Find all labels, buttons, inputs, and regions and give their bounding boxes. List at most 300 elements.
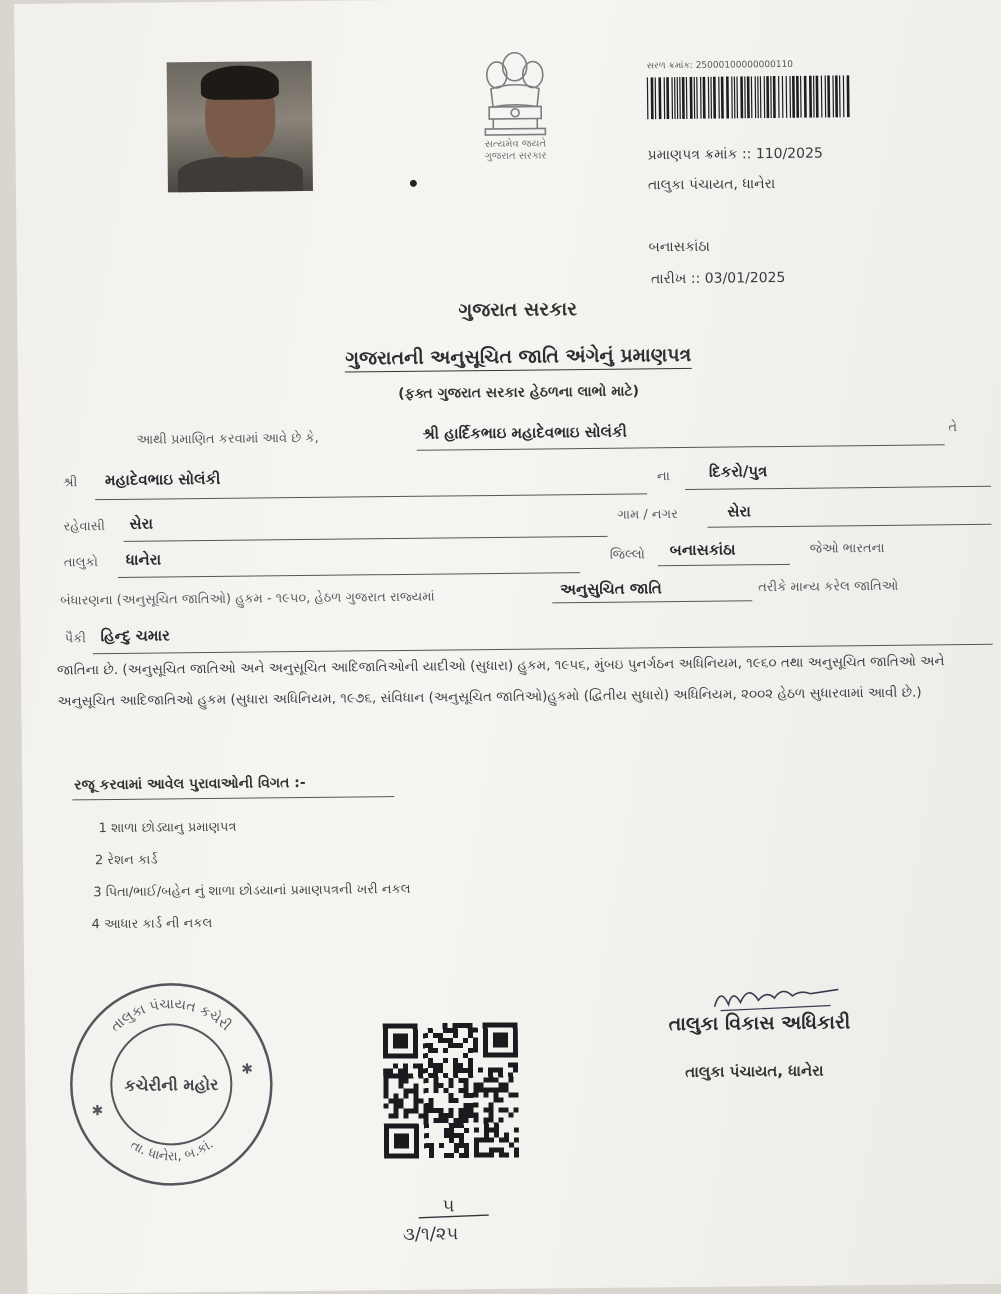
qr-module [399, 1143, 404, 1148]
qr-module [438, 1063, 443, 1068]
qr-module [448, 1043, 453, 1048]
qr-module [489, 1138, 494, 1143]
qr-module [508, 1077, 513, 1082]
barcode-bar [658, 77, 661, 119]
father-name-underline [95, 493, 647, 500]
qr-module [433, 1073, 438, 1078]
qr-module [439, 1113, 444, 1118]
barcode-bar [671, 77, 673, 119]
qr-module [413, 1028, 418, 1033]
qr-module [383, 1044, 388, 1049]
qr-module [513, 1042, 518, 1047]
ink-dot [410, 180, 417, 187]
qr-module [414, 1128, 419, 1133]
qr-module [474, 1103, 479, 1108]
qr-module [388, 1054, 393, 1059]
qr-module [394, 1144, 399, 1149]
qr-module [383, 1024, 388, 1029]
qr-module [464, 1128, 469, 1133]
qr-module [428, 1058, 433, 1063]
father-name: મહાદેવભાઇ સોલંકી [104, 469, 221, 490]
qr-module [413, 1098, 418, 1103]
qr-module [398, 1078, 403, 1083]
certificate-title [18, 340, 1001, 372]
taluka-underline [118, 572, 580, 578]
qr-module [383, 1089, 388, 1094]
qr-module [393, 1039, 398, 1044]
qr-module [448, 1083, 453, 1088]
qr-module [404, 1133, 409, 1138]
barcode-bar [708, 77, 710, 119]
barcode-bar [718, 77, 720, 119]
qr-module [468, 1073, 473, 1078]
qr-module [403, 1053, 408, 1058]
qr-module [464, 1118, 469, 1123]
qr-module [409, 1108, 414, 1113]
district-label: જિલ્લો [609, 547, 645, 563]
qr-module [483, 1023, 488, 1028]
qr-module [428, 1028, 433, 1033]
taluka: ધાનેરા [125, 550, 162, 569]
qr-module [403, 1068, 408, 1073]
qr-module [508, 1022, 513, 1027]
qr-module [468, 1068, 473, 1073]
qr-module [489, 1118, 494, 1123]
certificate-paper [14, 0, 1001, 1294]
qr-module [514, 1152, 519, 1157]
qr-module [483, 1043, 488, 1048]
qr-module [444, 1118, 449, 1123]
qr-module [493, 1052, 498, 1057]
barcode-bar [647, 77, 649, 119]
government-title: ગુજરાત સરકાર [458, 298, 578, 322]
qr-module [488, 1068, 493, 1073]
taluka-label: તાલુકો [63, 555, 98, 571]
barcode-bar [847, 75, 850, 117]
qr-module [428, 1063, 433, 1068]
qr-module [394, 1124, 399, 1129]
qr-module [424, 1108, 429, 1113]
qr-module [429, 1148, 434, 1153]
qr-module [498, 1042, 503, 1047]
qr-module [474, 1153, 479, 1158]
qr-module [484, 1108, 489, 1113]
qr-module [408, 1073, 413, 1078]
qr-module [474, 1138, 479, 1143]
resident-underline [124, 536, 608, 542]
applicant-name: શ્રી હાર્દિકભાઇ મહાદેવભાઇ સોલંકી [422, 422, 627, 443]
qr-module [514, 1107, 519, 1112]
qr-module [384, 1154, 389, 1159]
qr-module [498, 1037, 503, 1042]
qr-module [404, 1113, 409, 1118]
qr-module [433, 1078, 438, 1083]
qr-module [384, 1124, 389, 1129]
qr-module [454, 1133, 459, 1138]
qr-module [434, 1108, 439, 1113]
issue-date-label: તારીખ :: [650, 270, 701, 288]
barcode-bar [736, 76, 738, 118]
qr-module [443, 1088, 448, 1093]
qr-module [424, 1118, 429, 1123]
qr-module [498, 1032, 503, 1037]
qr-module [503, 1032, 508, 1037]
caste-prefix: પૈકી [64, 631, 87, 647]
barcode-bar [760, 76, 762, 118]
qr-module [383, 1054, 388, 1059]
barcode-bar [666, 77, 669, 119]
qr-module [499, 1152, 504, 1157]
relation-underline [685, 486, 991, 490]
qr-module [464, 1103, 469, 1108]
qr-module [383, 1079, 388, 1084]
qr-module [513, 1052, 518, 1057]
qr-module [468, 1058, 473, 1063]
qr-module [413, 1083, 418, 1088]
qr-module [493, 1077, 498, 1082]
qr-module [483, 1028, 488, 1033]
barcode-bar [686, 77, 688, 119]
district: બનાસકાંઠા [669, 540, 736, 560]
barcode-bar [792, 76, 795, 118]
qr-module [443, 1038, 448, 1043]
barcode-bar [744, 76, 746, 118]
qr-module [459, 1113, 464, 1118]
qr-module [403, 1033, 408, 1038]
qr-module [433, 1063, 438, 1068]
barcode-bar [809, 76, 812, 118]
certificate-subtitle: (ફક્ત ગુજરાત સરકાર હેઠળના લાભો માટે) [398, 383, 640, 402]
qr-module [498, 1022, 503, 1027]
barcode-bar [782, 76, 784, 118]
qr-module [409, 1153, 414, 1158]
father-prefix: શ્રી [62, 475, 78, 491]
qr-module [458, 1088, 463, 1093]
qr-module [383, 1039, 388, 1044]
barcode-bar [664, 77, 666, 119]
qr-module [459, 1143, 464, 1148]
qr-module [428, 1073, 433, 1078]
qr-module [488, 1073, 493, 1078]
qr-module [413, 1023, 418, 1028]
qr-module [484, 1133, 489, 1138]
qr-module [459, 1138, 464, 1143]
qr-module [433, 1083, 438, 1088]
qr-module [489, 1113, 494, 1118]
qr-module [458, 1043, 463, 1048]
certificate-number-label: પ્રમાણપત્ર ક્રમાંક :: [647, 146, 752, 164]
barcode-bar [773, 76, 776, 118]
qr-module [473, 1083, 478, 1088]
qr-module [398, 1098, 403, 1103]
qr-module [484, 1153, 489, 1158]
qr-module [459, 1118, 464, 1123]
barcode-bar [832, 75, 834, 117]
barcode-bar [679, 77, 681, 119]
qr-module [494, 1127, 499, 1132]
qr-module [473, 1088, 478, 1093]
qr-module [413, 1038, 418, 1043]
qr-module [478, 1068, 483, 1073]
qr-module [454, 1123, 459, 1128]
qr-module [383, 1029, 388, 1034]
barcode-bar [839, 75, 841, 117]
svg-text:તાલુકા પંચાયત કચેરી [107, 996, 233, 1036]
qr-module [394, 1139, 399, 1144]
qr-module [499, 1117, 504, 1122]
qr-module [453, 1098, 458, 1103]
svg-text:✱: ✱ [241, 1061, 253, 1078]
qr-module [383, 1094, 388, 1099]
qr-module [439, 1108, 444, 1113]
qr-module [459, 1133, 464, 1138]
order-label: બંધારણના (અનુસૂચિત જાતિઓ) હુકમ - ૧૯૫૦, હેઠળ ગુજરાત રાજ્યમાં [60, 589, 435, 609]
barcode-bar [825, 76, 827, 118]
qr-module [503, 1082, 508, 1087]
qr-module [439, 1118, 444, 1123]
qr-module [504, 1132, 509, 1137]
qr-module [398, 1083, 403, 1088]
qr-module [484, 1118, 489, 1123]
barcode-bar [751, 76, 753, 118]
qr-module [459, 1123, 464, 1128]
qr-module [473, 1048, 478, 1053]
qr-module [399, 1153, 404, 1158]
qr-module [414, 1153, 419, 1158]
seal-top-text: તાલુકા પંચાયત કચેરી [107, 996, 234, 1036]
qr-module [473, 1038, 478, 1043]
qr-module [388, 1074, 393, 1079]
applicant-name-underline [417, 444, 945, 451]
barcode-bar [778, 76, 780, 118]
barcode-bar [677, 77, 679, 119]
barcode-bar [655, 77, 657, 119]
qr-module [468, 1033, 473, 1038]
qr-module [513, 1092, 518, 1097]
qr-module [504, 1137, 509, 1142]
qr-module [483, 1053, 488, 1058]
qr-module [493, 1032, 498, 1037]
qr-module [403, 1078, 408, 1083]
qr-module [403, 1038, 408, 1043]
qr-module [503, 1037, 508, 1042]
qr-module [469, 1103, 474, 1108]
relation: દિકરો/પુત્ર [708, 462, 768, 481]
qr-module [489, 1148, 494, 1153]
qr-module [398, 1053, 403, 1058]
qr-module [413, 1048, 418, 1053]
qr-module [413, 1093, 418, 1098]
order-suffix: તરીકે માન્ય કરેલ જાતિઓ [758, 578, 899, 596]
barcode-bar [835, 75, 838, 117]
qr-module [438, 1068, 443, 1073]
qr-module [403, 1093, 408, 1098]
qr-module [428, 1043, 433, 1048]
qr-module [404, 1153, 409, 1158]
qr-module [413, 1063, 418, 1068]
qr-module [384, 1149, 389, 1154]
qr-module [389, 1124, 394, 1129]
barcode [645, 75, 853, 119]
qr-module [383, 1084, 388, 1089]
qr-module [453, 1068, 458, 1073]
qr-module [483, 1088, 488, 1093]
qr-module [388, 1069, 393, 1074]
qr-module [454, 1143, 459, 1148]
resident-label: રહેવાસી [63, 519, 106, 535]
certificate-title-text: ગુજરાતની અનુસૂચિત જાતિ અંગેનું પ્રમાણપત્ર [345, 344, 691, 373]
qr-module [464, 1113, 469, 1118]
qr-module [393, 1099, 398, 1104]
qr-module [424, 1113, 429, 1118]
qr-module [398, 1023, 403, 1028]
qr-module [408, 1023, 413, 1028]
qr-module [478, 1088, 483, 1093]
qr-module [404, 1108, 409, 1113]
qr-module [444, 1153, 449, 1158]
qr-module [388, 1099, 393, 1104]
certificate-number-row [648, 146, 823, 164]
qr-module [503, 1087, 508, 1092]
qr-module [428, 1048, 433, 1053]
barcode-bar [710, 77, 712, 119]
qr-module [398, 1073, 403, 1078]
qr-module [489, 1108, 494, 1113]
legal-paragraph: જાતિના છે. (અનુસૂચિત જાતિઓ અને અનુસૂચિત આદિજાતિઓની યાદીઓ (સુધારા) હુકમ, ૧૯૫૬, મુંબઇ પુનર્ગઠન અધિનિયમ, ૧૯૬૦ તથા અનુસૂચિત જાતિઓ અને અનુસૂચિત આદિજાતિઓ હુકમ (સુધારા અધિનિયમ, ૧૯૭૬, સંવિધાન (અનુસૂચિત જાતિઓ)હુકમો (દ્વિતીય સુધારો) અધિનિયમ, ૨૦૦૨ હેઠળ સુધારવામાં આવી છે.) [56, 653, 945, 710]
qr-module [443, 1058, 448, 1063]
qr-module [484, 1123, 489, 1128]
qr-module [398, 1038, 403, 1043]
qr-module [399, 1138, 404, 1143]
issuing-district: બનાસકાંઠા [648, 238, 711, 256]
qr-module [449, 1128, 454, 1133]
qr-module [488, 1053, 493, 1058]
barcode-bar [703, 77, 706, 119]
qr-module [443, 1073, 448, 1078]
qr-module [423, 1078, 428, 1083]
issuing-office: તાલુકા પંચાયત, ધાનેરા [647, 176, 776, 194]
barcode-bar [682, 77, 685, 119]
qr-module [474, 1148, 479, 1153]
qr-module [504, 1107, 509, 1112]
barcode-bar [755, 76, 757, 118]
qr-module [463, 1053, 468, 1058]
qr-module [394, 1109, 399, 1114]
qr-module [394, 1104, 399, 1109]
qr-module [449, 1138, 454, 1143]
qr-module [414, 1103, 419, 1108]
village-label: ગામ / નગર [617, 507, 678, 523]
qr-module [483, 1078, 488, 1083]
seal-bottom-text: તા. ધાનેરા, બ.કાં. [127, 1137, 217, 1165]
qr-module [414, 1143, 419, 1148]
qr-module [449, 1123, 454, 1128]
qr-module [453, 1058, 458, 1063]
handwritten-note [398, 1191, 509, 1247]
proof-item: 1 શાળા છોડ્યાનુ પ્રમાણપત્ર [98, 819, 237, 837]
barcode-bar [713, 77, 716, 119]
qr-module [508, 1052, 513, 1057]
qr-module [439, 1143, 444, 1148]
qr-module [413, 1043, 418, 1048]
qr-module [448, 1098, 453, 1103]
officer-signature [710, 975, 840, 1016]
qr-module [384, 1144, 389, 1149]
qr-module [394, 1154, 399, 1159]
qr-module [493, 1097, 498, 1102]
qr-module [403, 1063, 408, 1068]
qr-module [508, 1092, 513, 1097]
district-underline [658, 564, 790, 566]
qr-module [494, 1132, 499, 1137]
qr-module [403, 1043, 408, 1048]
qr-module [423, 1088, 428, 1093]
qr-module [449, 1133, 454, 1138]
issue-date-row [651, 270, 786, 287]
barcode-bar [747, 76, 750, 118]
qr-module [479, 1138, 484, 1143]
emblem-government: ગુજરાત સરકાર [484, 150, 547, 163]
qr-module [389, 1154, 394, 1159]
resident: સેરા [129, 514, 154, 533]
qr-module [503, 1042, 508, 1047]
qr-module [498, 1097, 503, 1102]
qr-module [468, 1023, 473, 1028]
qr-module [393, 1034, 398, 1039]
qr-module [479, 1153, 484, 1158]
qr-module [394, 1114, 399, 1119]
issue-date: 03/01/2025 [704, 269, 786, 287]
barcode-bar [690, 77, 693, 119]
qr-module [384, 1129, 389, 1134]
qr-module [383, 1049, 388, 1054]
qr-module [404, 1143, 409, 1148]
barcode-bar [694, 77, 696, 119]
qr-module [448, 1028, 453, 1033]
qr-module [448, 1038, 453, 1043]
qr-module [493, 1042, 498, 1047]
qr-module [404, 1123, 409, 1128]
qr-module [474, 1118, 479, 1123]
qr-module [384, 1139, 389, 1144]
qr-module [449, 1113, 454, 1118]
category-underline [552, 600, 752, 603]
qr-module [393, 1044, 398, 1049]
qr-module [498, 1067, 503, 1072]
svg-text:તા. ધાનેરા, બ.કાં. [128, 1137, 217, 1165]
qr-module [438, 1033, 443, 1038]
qr-module [384, 1104, 389, 1109]
qr-module [399, 1133, 404, 1138]
qr-module [508, 1072, 513, 1077]
qr-module [458, 1063, 463, 1068]
qr-module [433, 1088, 438, 1093]
qr-module [469, 1108, 474, 1113]
qr-module [449, 1153, 454, 1158]
qr-module [418, 1063, 423, 1068]
qr-module [428, 1098, 433, 1103]
qr-module [413, 1033, 418, 1038]
qr-module [483, 1093, 488, 1098]
qr-module [499, 1147, 504, 1152]
qr-module [399, 1123, 404, 1128]
qr-module [453, 1063, 458, 1068]
qr-module [443, 1028, 448, 1033]
qr-module [398, 1043, 403, 1048]
barcode-bar [843, 75, 845, 117]
qr-module [424, 1143, 429, 1148]
qr-module [478, 1083, 483, 1088]
